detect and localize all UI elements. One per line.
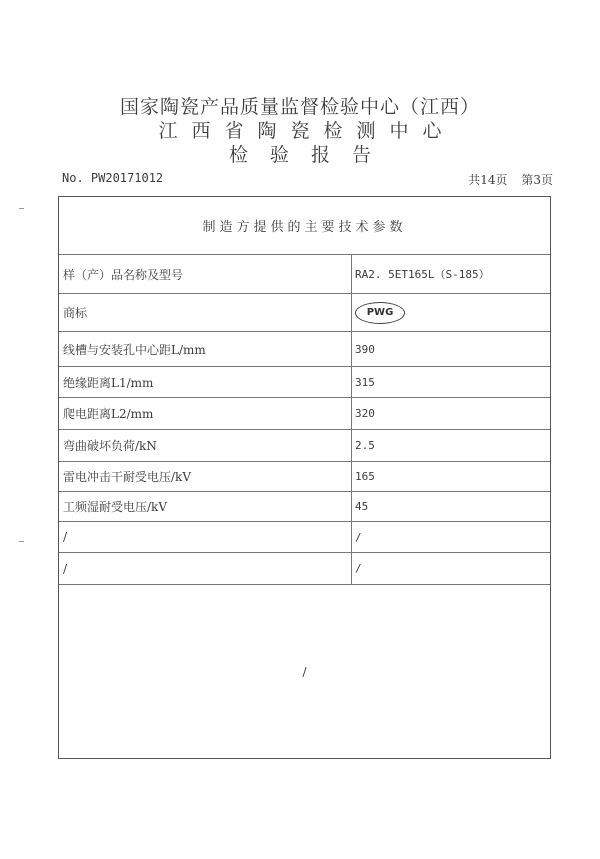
row-value: 165 [355,470,375,483]
remarks-area [59,585,550,758]
table-row [59,294,550,332]
row-value: 320 [355,407,375,420]
tech-params-table [58,196,551,759]
table-title-row [59,197,550,255]
table-row [59,492,550,522]
row-value: 390 [355,342,375,356]
row-label: 工频湿耐受电压/kV [63,500,167,514]
row-label: 雷电冲击干耐受电压/kV [63,470,191,484]
page-info [458,171,553,188]
table-row [59,430,550,462]
table-row [59,255,550,294]
table-row [59,462,550,492]
pwg-trademark-logo: PWG [355,302,405,324]
row-value: 315 [355,375,375,389]
row-label: 爬电距离L2/mm [63,407,154,421]
table-row [59,522,550,553]
report-number: No. PW20171012 [62,171,164,185]
center-name: 国家陶瓷产品质量监督检验中心（江西） [119,96,480,118]
sub-center-name: 江西省陶瓷检测中心 [158,120,456,142]
table-row [59,367,550,398]
table-row [59,553,550,585]
row-label: / [63,530,68,544]
row-label: 商标 [63,306,88,320]
row-value: RA2. 5ET165L（S-185） [355,268,490,281]
row-value: 45 [355,500,369,513]
row-value: / [355,530,362,544]
table-title: 制造方提供的主要技术参数 [202,220,407,235]
binding-mark-top [19,208,24,209]
table-row [59,332,550,367]
row-label: 样（产）品名称及型号 [63,267,184,282]
table-row [59,398,550,430]
total-pages: 共14页 [468,173,508,187]
row-label: 弯曲破坏负荷/kN [63,439,157,453]
current-page: 第3页 [521,173,553,187]
row-label: / [63,561,68,576]
row-label: 线槽与安装孔中心距L/mm [63,342,206,357]
row-value [355,294,545,331]
row-value: 2.5 [355,439,375,452]
report-title: 检验报告 [228,144,393,166]
row-value: / [355,562,362,575]
remarks-slash: / [302,664,307,679]
binding-mark-bottom [19,541,24,542]
row-label: 绝缘距离L1/mm [63,375,154,390]
